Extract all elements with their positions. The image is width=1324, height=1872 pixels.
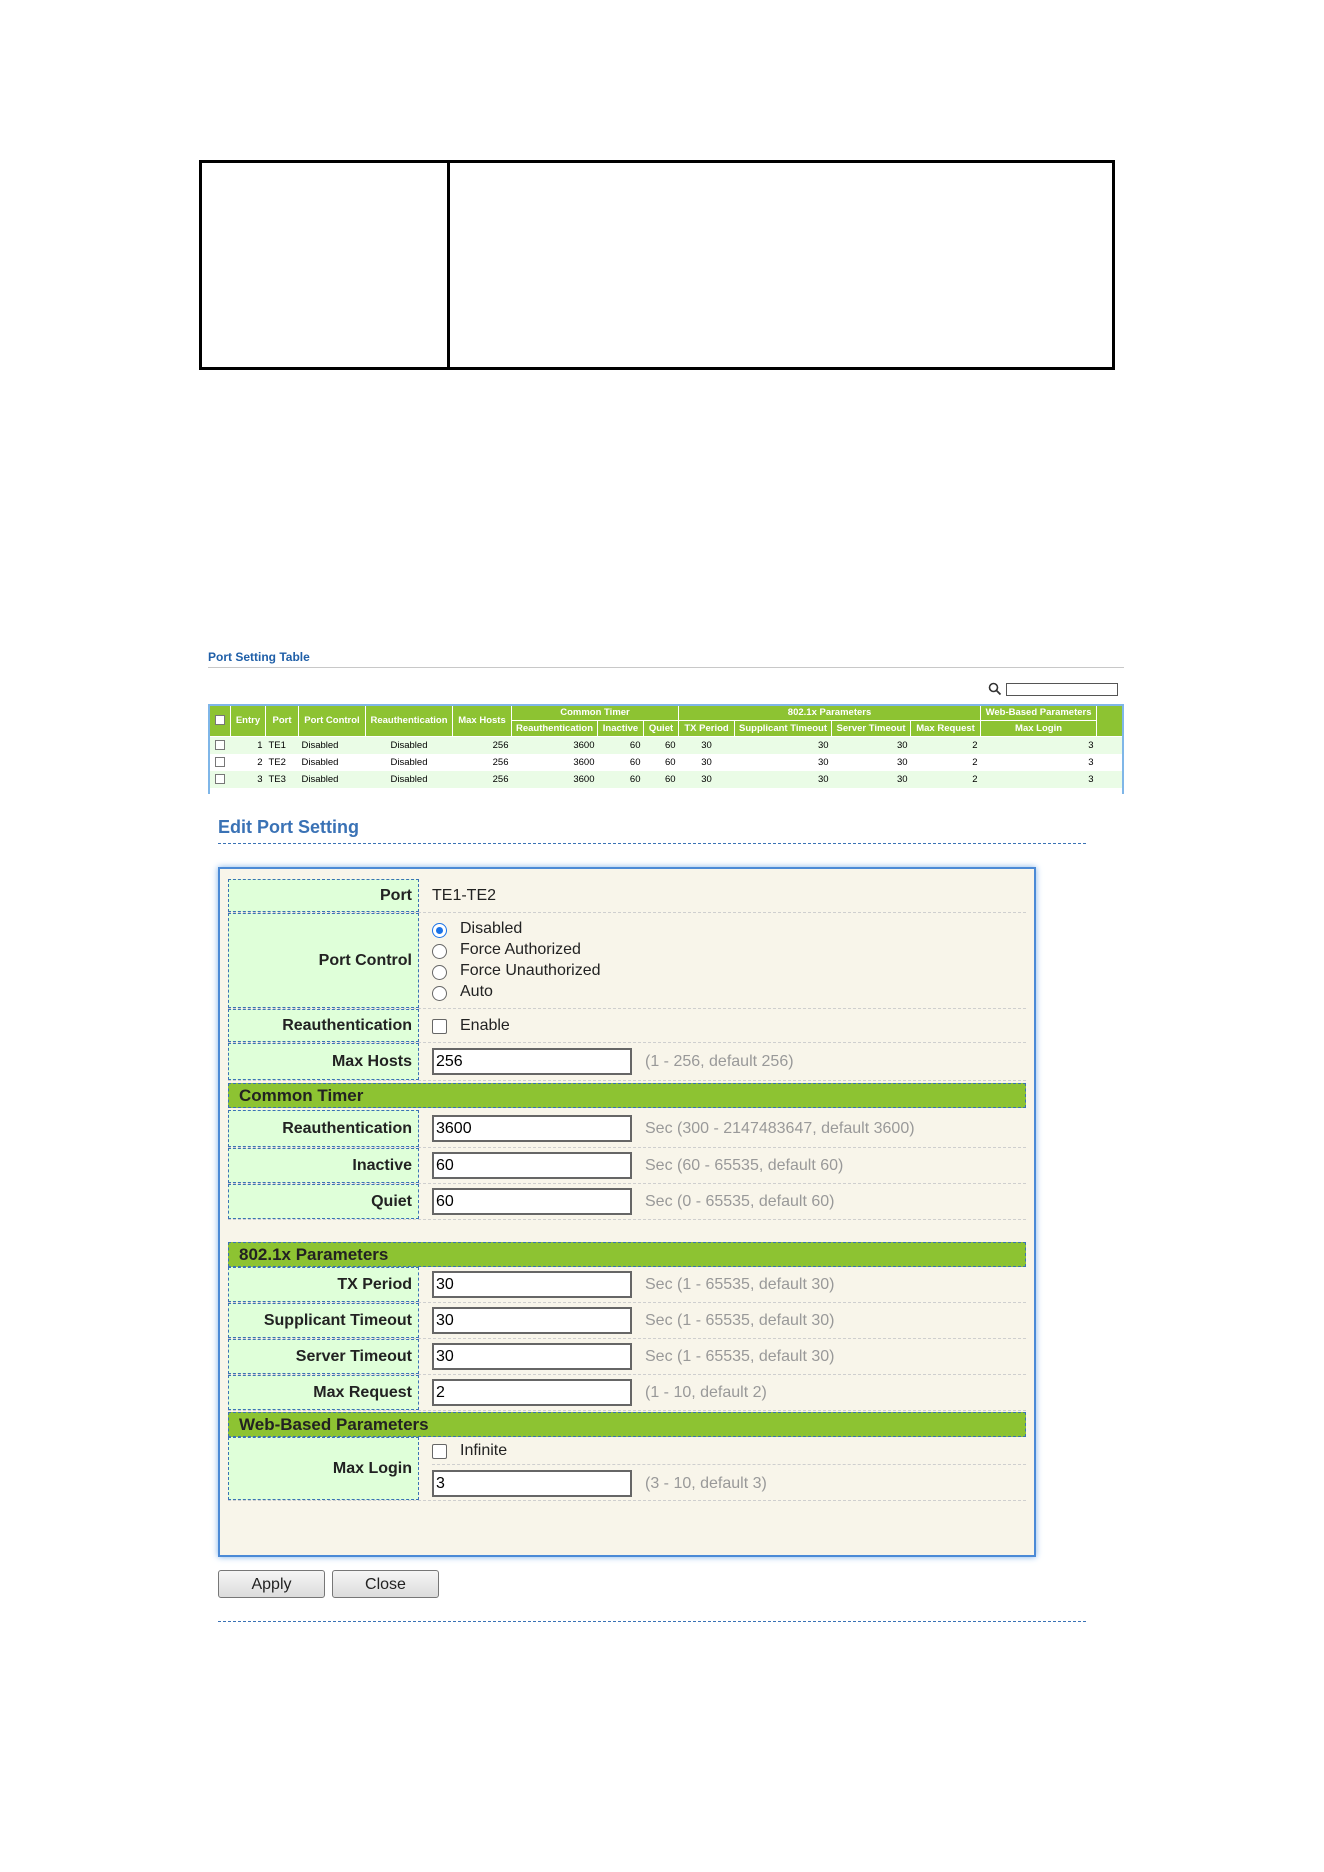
max-login-inner-divider — [432, 1464, 1026, 1465]
cell-tx-period: 30 — [679, 771, 735, 788]
supplicant-timeout-value-cell — [432, 1303, 1026, 1338]
cell-inactive: 60 — [598, 737, 644, 755]
cell-reauth-timer: 3600 — [512, 737, 598, 755]
select-all-header — [209, 705, 231, 737]
search-input[interactable] — [1006, 683, 1118, 696]
port-control-row — [228, 913, 1026, 1009]
radio-force-authorized-label[interactable]: Force Authorized — [460, 941, 581, 958]
cell-port: TE2 — [266, 754, 299, 771]
max-login-input[interactable] — [432, 1470, 632, 1497]
cell-inactive: 60 — [598, 754, 644, 771]
cell-server-timeout: 30 — [832, 771, 911, 788]
cell-entry: 3 — [231, 771, 266, 788]
col-reauthentication[interactable]: Reauthentication — [366, 705, 453, 737]
cell-reauthentication: Disabled — [366, 771, 453, 788]
max-login-label: Max Login — [228, 1437, 419, 1500]
inactive-value-cell — [432, 1148, 1026, 1183]
col-server-timeout[interactable]: Server Timeout — [832, 721, 911, 737]
port-setting-table — [208, 704, 1124, 794]
cell-max-login: 3 — [981, 754, 1097, 771]
supplicant-timeout-hint: Sec (1 - 65535, default 30) — [645, 1312, 835, 1329]
server-timeout-label: Server Timeout — [228, 1339, 419, 1374]
tx-period-value-cell — [432, 1267, 1026, 1302]
port-row — [228, 879, 1026, 913]
cell-inactive: 60 — [598, 771, 644, 788]
cell-max-hosts: 256 — [453, 754, 512, 771]
supplicant-timeout-row — [228, 1303, 1026, 1339]
edit-port-setting-title: Edit Port Setting — [218, 817, 359, 837]
cell-quiet: 60 — [644, 737, 679, 755]
cell-entry: 2 — [231, 754, 266, 771]
port-control-label: Port Control — [228, 913, 419, 1008]
title-dashed-divider — [218, 843, 1086, 844]
cell-reauthentication: Disabled — [366, 737, 453, 755]
tx-period-row — [228, 1267, 1026, 1303]
port-value: TE1-TE2 — [432, 887, 497, 904]
col-max-request[interactable]: Max Request — [911, 721, 981, 737]
row-checkbox-cell — [209, 771, 231, 788]
reauth-timer-hint: Sec (300 - 2147483647, default 3600) — [645, 1120, 915, 1137]
cell-tx-period: 30 — [679, 737, 735, 755]
dot1x-parameters-section-header: 802.1x Parameters — [228, 1242, 1026, 1267]
cell-max-hosts: 256 — [453, 737, 512, 755]
table-row[interactable] — [209, 737, 1125, 755]
radio-force-authorized[interactable] — [432, 944, 447, 959]
col-entry[interactable]: Entry — [231, 705, 266, 737]
max-request-label: Max Request — [228, 1375, 419, 1410]
max-login-infinite-label[interactable]: Infinite — [460, 1442, 508, 1459]
server-timeout-hint: Sec (1 - 65535, default 30) — [645, 1348, 835, 1365]
inactive-hint: Sec (60 - 65535, default 60) — [645, 1157, 844, 1174]
reauth-timer-label: Reauthentication — [228, 1110, 419, 1147]
server-timeout-value-cell — [432, 1339, 1026, 1374]
cell-port-control: Disabled — [299, 737, 366, 755]
cell-filler — [1097, 737, 1124, 755]
cell-supplicant-timeout: 30 — [735, 737, 832, 755]
select-all-checkbox[interactable] — [215, 715, 225, 725]
group-web-based-parameters: Web-Based Parameters — [981, 705, 1097, 721]
group-dot1x-parameters: 802.1x Parameters — [679, 705, 981, 721]
server-timeout-row — [228, 1339, 1026, 1375]
supplicant-timeout-input[interactable] — [432, 1307, 632, 1334]
quiet-input[interactable] — [432, 1188, 632, 1215]
max-hosts-input[interactable] — [432, 1048, 632, 1075]
cell-reauth-timer: 3600 — [512, 771, 598, 788]
max-request-input[interactable] — [432, 1379, 632, 1406]
col-max-hosts[interactable]: Max Hosts — [453, 705, 512, 737]
supplicant-timeout-label: Supplicant Timeout — [228, 1303, 419, 1338]
row-checkbox-cell — [209, 754, 231, 771]
max-login-infinite-checkbox[interactable] — [432, 1444, 447, 1459]
cell-port-control: Disabled — [299, 754, 366, 771]
cell-reauthentication: Disabled — [366, 754, 453, 771]
row-checkbox-cell — [209, 737, 231, 755]
web-based-parameters-section-header: Web-Based Parameters — [228, 1412, 1026, 1437]
cell-quiet: 60 — [644, 754, 679, 771]
cell-reauth-timer: 3600 — [512, 754, 598, 771]
radio-force-unauthorized-label[interactable]: Force Unauthorized — [460, 962, 601, 979]
close-button[interactable]: Close — [332, 1570, 439, 1598]
cell-filler — [1097, 771, 1124, 788]
cell-filler — [1097, 754, 1124, 771]
reauthentication-enable-checkbox[interactable] — [432, 1019, 447, 1034]
row-checkbox[interactable] — [215, 740, 225, 750]
reauthentication-row — [228, 1009, 1026, 1043]
max-login-row — [228, 1437, 1026, 1501]
cell-entry: 1 — [231, 737, 266, 755]
cell-max-request: 2 — [911, 737, 981, 755]
bottom-dashed-divider — [218, 1621, 1086, 1622]
col-tx-period[interactable]: TX Period — [679, 721, 735, 737]
max-hosts-label: Max Hosts — [228, 1043, 419, 1080]
radio-disabled-label[interactable]: Disabled — [460, 920, 523, 937]
col-reauth-timer[interactable]: Reauthentication — [512, 721, 598, 737]
table-row[interactable] — [209, 754, 1125, 771]
col-port[interactable]: Port — [266, 705, 299, 737]
max-login-value-cell — [432, 1437, 1026, 1500]
cell-port: TE1 — [266, 737, 299, 755]
edit-port-setting-panel — [218, 867, 1036, 1557]
port-control-options — [432, 913, 1026, 1008]
col-port-control[interactable]: Port Control — [299, 705, 366, 737]
col-inactive[interactable]: Inactive — [598, 721, 644, 737]
cell-port-control: Disabled — [299, 771, 366, 788]
group-common-timer: Common Timer — [512, 705, 679, 721]
reauthentication-enable-label[interactable]: Enable — [460, 1017, 510, 1034]
tx-period-label: TX Period — [228, 1267, 419, 1302]
title-divider — [208, 667, 1124, 668]
col-max-login[interactable]: Max Login — [981, 721, 1097, 737]
row-checkbox[interactable] — [215, 757, 225, 767]
quiet-label: Quiet — [228, 1184, 419, 1219]
tx-period-hint: Sec (1 - 65535, default 30) — [645, 1276, 835, 1293]
inactive-row — [228, 1148, 1026, 1184]
table-row-partial — [209, 788, 1125, 794]
max-login-hint: (3 - 10, default 3) — [645, 1475, 767, 1492]
cell-max-login: 3 — [981, 737, 1097, 755]
table-row[interactable] — [209, 771, 1125, 788]
header-filler — [1097, 705, 1124, 737]
max-request-row — [228, 1375, 1026, 1411]
radio-disabled[interactable] — [432, 923, 447, 938]
cell-max-login: 3 — [981, 771, 1097, 788]
reauth-timer-row — [228, 1110, 1026, 1148]
cell-supplicant-timeout: 30 — [735, 754, 832, 771]
document-table-box — [199, 160, 1115, 370]
partial-row-cell — [209, 788, 1125, 794]
max-hosts-hint: (1 - 256, default 256) — [645, 1053, 794, 1070]
cell-max-request: 2 — [911, 754, 981, 771]
quiet-row — [228, 1184, 1026, 1220]
max-hosts-value-cell — [432, 1043, 1026, 1080]
common-timer-section-header: Common Timer — [228, 1083, 1026, 1108]
cell-max-request: 2 — [911, 771, 981, 788]
cell-quiet: 60 — [644, 771, 679, 788]
reauth-timer-value-cell — [432, 1110, 1026, 1147]
radio-auto[interactable] — [432, 986, 447, 1001]
document-table-divider — [447, 163, 450, 367]
apply-button[interactable]: Apply — [218, 1570, 325, 1598]
radio-force-unauthorized[interactable] — [432, 965, 447, 980]
col-quiet[interactable]: Quiet — [644, 721, 679, 737]
inactive-input[interactable] — [432, 1152, 632, 1179]
port-label: Port — [228, 879, 419, 912]
reauthentication-value-cell — [432, 1009, 1026, 1042]
quiet-hint: Sec (0 - 65535, default 60) — [645, 1193, 835, 1210]
reauthentication-label: Reauthentication — [228, 1009, 419, 1042]
max-request-hint: (1 - 10, default 2) — [645, 1384, 767, 1401]
cell-server-timeout: 30 — [832, 754, 911, 771]
quiet-value-cell — [432, 1184, 1026, 1219]
max-request-value-cell — [432, 1375, 1026, 1410]
port-value-cell — [432, 879, 1026, 912]
cell-supplicant-timeout: 30 — [735, 771, 832, 788]
server-timeout-input[interactable] — [432, 1343, 632, 1370]
cell-tx-period: 30 — [679, 754, 735, 771]
inactive-label: Inactive — [228, 1148, 419, 1183]
tx-period-input[interactable] — [432, 1271, 632, 1298]
radio-auto-label[interactable]: Auto — [460, 983, 493, 1000]
cell-max-hosts: 256 — [453, 771, 512, 788]
col-supplicant-timeout[interactable]: Supplicant Timeout — [735, 721, 832, 737]
port-setting-table-title: Port Setting Table — [208, 650, 310, 664]
row-checkbox[interactable] — [215, 774, 225, 784]
max-hosts-row — [228, 1043, 1026, 1081]
cell-server-timeout: 30 — [832, 737, 911, 755]
search-icon — [988, 682, 1002, 696]
reauth-timer-input[interactable] — [432, 1115, 632, 1142]
port-setting-table-panel — [208, 646, 1124, 794]
cell-port: TE3 — [266, 771, 299, 788]
